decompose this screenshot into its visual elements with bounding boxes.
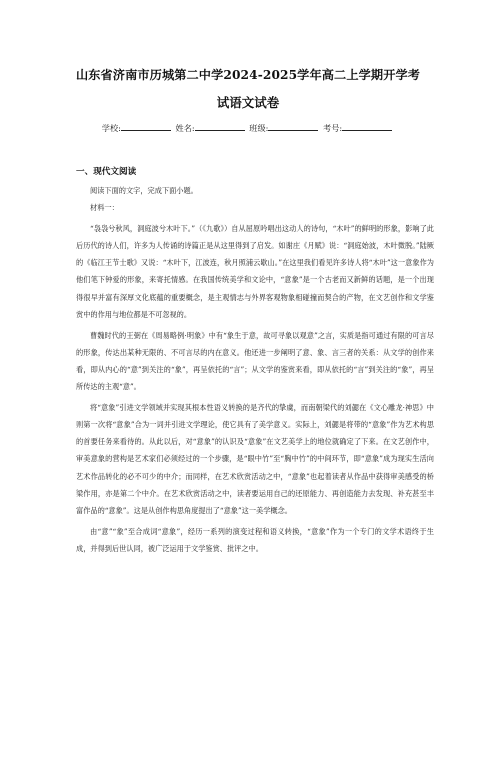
school-label: 学校:: [101, 123, 121, 133]
instruction-text: 阅读下面的文字，完成下面小题。: [90, 186, 198, 195]
paragraph-2: 曹魏时代的王弼在《周易略例·明象》中有“象生于意，故可寻象以观意”之言，实质是指可通过有限的可言尽的形象，传达出某种无限的、不可言尽的内在意义。他还进一步阐明了意、象、言三者的关系：从文学的创作来看，即从内心的“意”到关注的“象”，再呈依托的“言”；从文学的鉴赏来看，即从依托的“言”到关注的“象”，再呈所传达的主观“意”。: [76, 330, 434, 392]
student-info-line: [62, 121, 434, 134]
document-page: [0, 67, 496, 769]
name-label: 姓名:: [175, 123, 195, 133]
name-blank[interactable]: [195, 121, 245, 131]
school-blank[interactable]: [121, 121, 171, 131]
document-title-line2: 试语文试卷: [216, 95, 280, 110]
paragraph-4: 由“意”“象”至合成词“意象”，经历一系列的演变过程和语义转换，“意象”作为一个专门的文学术语终于生成，并得到后世认同，被广泛运用于文学鉴赏、批评之中。: [76, 526, 434, 553]
paragraph-1: “袅袅兮秋风，洞庭波兮木叶下。”（《九歌》）自从屈原吟唱出这动人的诗句，“木叶”的鲜明的形象，影响了此后历代的诗人们，许多为人传诵的诗篇正是从这里得到了启发。如谢庄《月赋》说：“洞庭始波，木叶微脱。”陆厥的《临江王节士歌》又说：“木叶下，江波连，秋月照浦云歇山。”在这里我们看见许多诗人将“木叶”这一意象作为他们笔下钟爱的形象，来寄托情感。在我国传统美学和文论中，“意象”是一个古老而又新鲜的话题，是一个出现得很早并富有深厚文化底蕴的重要概念，是主观情志与外界客观物象相碰撞而契合的产物，在文艺创作和文学鉴赏中的作用与地位都是不可忽视的。: [76, 224, 434, 319]
material-label: 材料一：: [90, 203, 119, 213]
class-blank[interactable]: [268, 121, 318, 131]
document-title-line1: 山东省济南市历城第二中学2024-2025学年高二上学期开学考: [75, 68, 421, 82]
paragraph-3: 将“意象”引进文学领域并实现其根本性语义转换的是齐代的挚虞，而南朝梁代的刘勰在《文心雕龙·神思》中则第一次将“意象”合为一词并引进文学理论，使它具有了美学意义。实际上，刘勰是将带的“意象”作为艺术构思的首要任务来看待的。从此以后，对“意象”的认识及“意象”在文艺美学上的地位就确定了下来。在文艺创作中，审美意象的营构是艺术家们必须经过的一个步骤，是“眼中竹”至“胸中竹”的中间环节，即“意象”成为现实生活向艺术作品转化的必不可少的中介；而同样，在艺术欣赏活动之中，“意象”也起着读者从作品中获得审美感受的桥梁作用，亦是第二个中介。在艺术欣赏活动之中，读者要运用自己的还原能力、再创造能力去发现、补充甚至丰富作品的“意象”。这是从创作构思角度提出了“意象”这一美学概念。: [76, 403, 434, 515]
exam-no-blank[interactable]: [342, 121, 392, 131]
section-heading: 一、现代文阅读: [76, 167, 137, 177]
class-label: 班级:: [249, 123, 269, 133]
exam-no-label: 考号:: [323, 123, 343, 133]
